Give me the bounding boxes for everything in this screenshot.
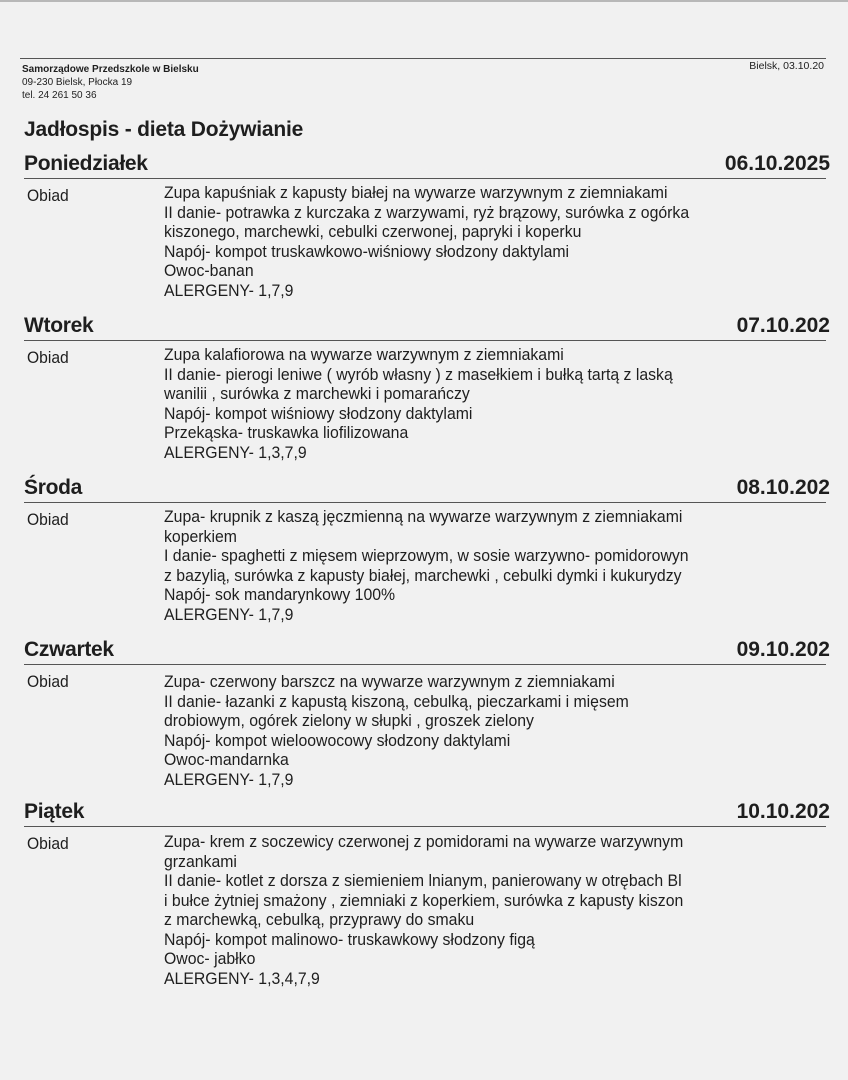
meal-label: Obiad: [27, 510, 69, 529]
meal-label: Obiad: [27, 348, 69, 367]
meal-line: i bułce żytniej smażony , ziemniaki z koperkiem, surówka z kapusty kiszon: [164, 890, 684, 910]
meal-line: Zupa- czerwony barszcz na wywarze warzywnym z ziemniakami: [164, 672, 615, 691]
meal-line: kiszonego, marchewki, cebulki czerwonej, papryki i koperku: [164, 222, 582, 241]
meal-label: Obiad: [27, 186, 69, 205]
meal-line: Zupa- krem z soczewicy czerwonej z pomidorami na wywarze warzywnym: [164, 832, 684, 851]
meal-line: Napój- sok mandarynkowy 100%: [164, 585, 396, 604]
meal-line: Zupa kalafiorowa na wywarze warzywnym z ziemniakami: [164, 345, 564, 364]
meal-line: ALERGENY- 1,3,7,9: [164, 442, 307, 462]
day-name: Czwartek: [24, 638, 114, 661]
organization-address: 09-230 Bielsk, Płocka 19: [22, 77, 133, 88]
meal-line: wanilii , surówka z marchewki i pomarańczy: [164, 384, 470, 403]
meal-line: Przekąska- truskawka liofilizowana: [164, 423, 409, 442]
meal-description: [164, 832, 848, 988]
meal-line: I danie- spaghetti z mięsem wieprzowym, w sosie warzywno- pomidorowyn: [164, 546, 689, 565]
meal-line: II danie- pierogi leniwe ( wyrób własny ) z masełkiem i bułką tartą z laską: [164, 364, 673, 384]
meal-line: Napój- kompot wiśniowy słodzony daktylami: [164, 403, 473, 423]
meal-line: ALERGENY- 1,7,9: [164, 604, 294, 624]
day-header: [24, 474, 830, 503]
meal-line: II danie- potrawka z kurczaka z warzywami, ryż brązowy, surówka z ogórka: [164, 202, 690, 222]
meal-line: z marchewką, cebulką, przyprawy do smaku: [164, 910, 475, 929]
day-header: [24, 312, 830, 341]
meal-line: Napój- kompot malinowo- truskawkowy słodzony figą: [164, 929, 535, 949]
meal-line: grzankami: [164, 851, 237, 871]
organization-name: Samorządowe Przedszkole w Bielsku: [22, 64, 199, 75]
scan-top-edge: [0, 0, 848, 2]
meal-line: ALERGENY- 1,7,9: [164, 280, 294, 300]
day-name: Wtorek: [24, 314, 94, 337]
day-date: 06.10.2025: [724, 152, 830, 175]
document-place-date: Bielsk, 03.10.20: [749, 60, 824, 72]
day-date: 10.10.202: [736, 800, 830, 823]
meal-label: Obiad: [27, 834, 69, 853]
meal-description: [164, 345, 848, 462]
meal-line: z bazylią, surówka z kapusty białej, marchewki , cebulki dymki i kukurydzy: [164, 565, 682, 585]
organization-block: [22, 63, 199, 102]
organization-phone: tel. 24 261 50 36: [22, 90, 97, 101]
meal-line: II danie- kotlet z dorsza z siemieniem lnianym, panierowany w otrębach Bl: [164, 871, 682, 890]
day-name: Poniedziałek: [24, 152, 148, 175]
day-header: [24, 150, 830, 179]
day-date: 09.10.202: [736, 638, 830, 661]
meal-line: ALERGENY- 1,7,9: [164, 769, 294, 789]
meal-label: Obiad: [27, 672, 69, 691]
meal-line: Zupa- krupnik z kaszą jęczmienną na wywarze warzywnym z ziemniakami: [164, 507, 683, 526]
meal-line: Owoc-mandarnka: [164, 750, 289, 769]
meal-description: [164, 507, 848, 624]
day-date: 07.10.202: [736, 314, 830, 337]
meal-line: Owoc- jabłko: [164, 949, 256, 968]
meal-line: Zupa kapuśniak z kapusty białej na wywarze warzywnym z ziemniakami: [164, 183, 668, 202]
day-name: Środa: [24, 476, 83, 499]
meal-line: ALERGENY- 1,3,4,7,9: [164, 968, 320, 988]
meal-description: [164, 183, 848, 300]
header-divider: [20, 58, 826, 59]
day-header: [24, 798, 830, 827]
meal-line: Owoc-banan: [164, 261, 254, 280]
document-title: Jadłospis - dieta Dożywianie: [24, 118, 304, 141]
meal-line: drobiowym, ogórek zielony w słupki , groszek zielony: [164, 711, 534, 730]
meal-line: Napój- kompot truskawkowo-wiśniowy słodzony daktylami: [164, 241, 570, 261]
meal-line: koperkiem: [164, 526, 237, 546]
meal-description: [164, 672, 848, 789]
day-date: 08.10.202: [736, 476, 830, 499]
day-header: [24, 636, 830, 665]
meal-line: Napój- kompot wieloowocowy słodzony daktylami: [164, 730, 511, 750]
meal-line: II danie- łazanki z kapustą kiszoną, cebulką, pieczarkami i mięsem: [164, 691, 629, 711]
day-name: Piątek: [24, 800, 85, 823]
